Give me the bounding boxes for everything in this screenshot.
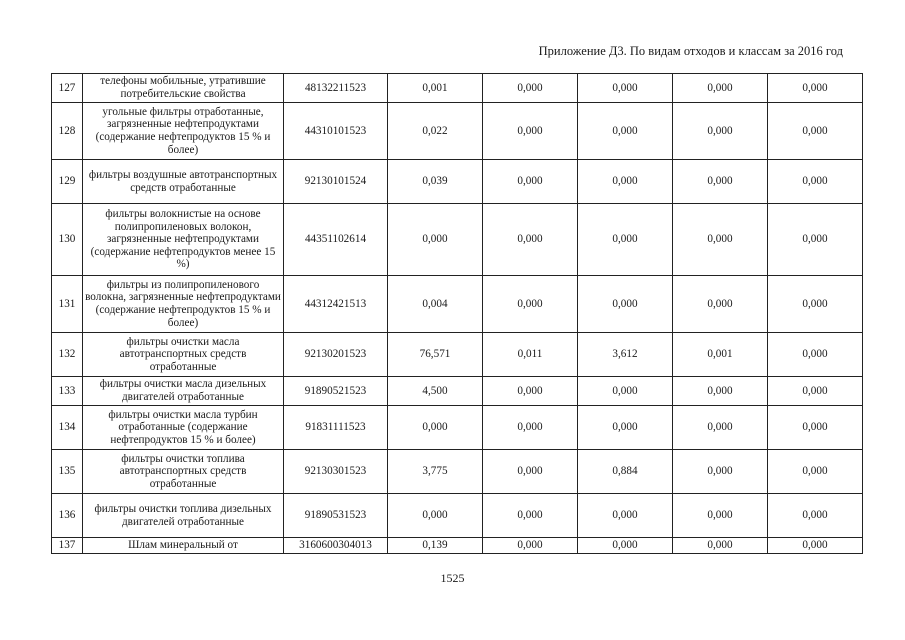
value-cell-1: 0,000 bbox=[388, 204, 483, 276]
value-cell-4: 0,001 bbox=[673, 333, 768, 377]
table-row bbox=[52, 538, 863, 554]
value-cell-2: 0,000 bbox=[483, 450, 578, 494]
value-cell-5: 0,000 bbox=[768, 74, 863, 103]
value-cell-4: 0,000 bbox=[673, 494, 768, 538]
value-cell-3: 0,000 bbox=[578, 103, 673, 160]
fkko-code: 91890531523 bbox=[284, 494, 388, 538]
value-cell-1: 0,022 bbox=[388, 103, 483, 160]
value-cell-3: 0,000 bbox=[578, 406, 673, 450]
fkko-code: 92130201523 bbox=[284, 333, 388, 377]
waste-name: фильтры очистки масла турбин отработанные (содержание нефтепродуктов 15 % и более) bbox=[83, 406, 284, 450]
row-number: 129 bbox=[52, 160, 83, 204]
value-cell-4: 0,000 bbox=[673, 276, 768, 333]
value-cell-1: 0,004 bbox=[388, 276, 483, 333]
fkko-code: 3160600304013 bbox=[284, 538, 388, 554]
value-cell-1: 4,500 bbox=[388, 377, 483, 406]
value-cell-1: 0,139 bbox=[388, 538, 483, 554]
value-cell-2: 0,000 bbox=[483, 494, 578, 538]
value-cell-4: 0,000 bbox=[673, 450, 768, 494]
table-row bbox=[52, 276, 863, 333]
value-cell-4: 0,000 bbox=[673, 377, 768, 406]
fkko-code: 92130301523 bbox=[284, 450, 388, 494]
row-number: 127 bbox=[52, 74, 83, 103]
table-row bbox=[52, 377, 863, 406]
value-cell-1: 0,000 bbox=[388, 494, 483, 538]
fkko-code: 44312421513 bbox=[284, 276, 388, 333]
table-row bbox=[52, 494, 863, 538]
waste-name: Шлам минеральный от bbox=[83, 538, 284, 554]
waste-name: фильтры очистки топлива дизельных двигателей отработанные bbox=[83, 494, 284, 538]
waste-name: фильтры волокнистые на основе полипропиленовых волокон, загрязненные нефтепродуктами (содержание нефтепродуктов менее 15 %) bbox=[83, 204, 284, 276]
row-number: 128 bbox=[52, 103, 83, 160]
row-number: 136 bbox=[52, 494, 83, 538]
row-number: 137 bbox=[52, 538, 83, 554]
value-cell-5: 0,000 bbox=[768, 103, 863, 160]
waste-table-body bbox=[52, 74, 863, 554]
value-cell-5: 0,000 bbox=[768, 333, 863, 377]
value-cell-5: 0,000 bbox=[768, 160, 863, 204]
value-cell-3: 0,000 bbox=[578, 494, 673, 538]
value-cell-1: 0,001 bbox=[388, 74, 483, 103]
waste-name: фильтры воздушные автотранспортных средств отработанные bbox=[83, 160, 284, 204]
fkko-code: 91831111523 bbox=[284, 406, 388, 450]
waste-name: угольные фильтры отработанные, загрязненные нефтепродуктами (содержание нефтепродуктов 15 % и более) bbox=[83, 103, 284, 160]
value-cell-5: 0,000 bbox=[768, 406, 863, 450]
value-cell-5: 0,000 bbox=[768, 204, 863, 276]
value-cell-2: 0,000 bbox=[483, 74, 578, 103]
value-cell-3: 3,612 bbox=[578, 333, 673, 377]
value-cell-5: 0,000 bbox=[768, 450, 863, 494]
value-cell-4: 0,000 bbox=[673, 74, 768, 103]
waste-name: телефоны мобильные, утратившие потребительские свойства bbox=[83, 74, 284, 103]
table-row bbox=[52, 406, 863, 450]
value-cell-3: 0,000 bbox=[578, 276, 673, 333]
value-cell-2: 0,011 bbox=[483, 333, 578, 377]
row-number: 134 bbox=[52, 406, 83, 450]
value-cell-2: 0,000 bbox=[483, 204, 578, 276]
value-cell-1: 3,775 bbox=[388, 450, 483, 494]
value-cell-5: 0,000 bbox=[768, 377, 863, 406]
value-cell-3: 0,000 bbox=[578, 204, 673, 276]
row-number: 133 bbox=[52, 377, 83, 406]
value-cell-4: 0,000 bbox=[673, 160, 768, 204]
value-cell-1: 76,571 bbox=[388, 333, 483, 377]
value-cell-2: 0,000 bbox=[483, 160, 578, 204]
value-cell-4: 0,000 bbox=[673, 538, 768, 554]
row-number: 131 bbox=[52, 276, 83, 333]
value-cell-3: 0,000 bbox=[578, 160, 673, 204]
value-cell-4: 0,000 bbox=[673, 406, 768, 450]
value-cell-5: 0,000 bbox=[768, 538, 863, 554]
value-cell-2: 0,000 bbox=[483, 276, 578, 333]
table-row bbox=[52, 204, 863, 276]
waste-name: фильтры очистки масла дизельных двигателей отработанные bbox=[83, 377, 284, 406]
waste-table-container bbox=[51, 73, 841, 554]
table-row bbox=[52, 103, 863, 160]
page-title: Приложение Д3. По видам отходов и классам за 2016 год bbox=[538, 44, 843, 58]
table-row bbox=[52, 74, 863, 103]
waste-name: фильтры из полипропиленового волокна, загрязненные нефтепродуктами (содержание нефтепродуктов 15 % и более) bbox=[83, 276, 284, 333]
value-cell-3: 0,000 bbox=[578, 377, 673, 406]
value-cell-1: 0,039 bbox=[388, 160, 483, 204]
waste-table bbox=[51, 73, 863, 554]
table-row bbox=[52, 333, 863, 377]
value-cell-3: 0,000 bbox=[578, 74, 673, 103]
fkko-code: 44310101523 bbox=[284, 103, 388, 160]
fkko-code: 92130101524 bbox=[284, 160, 388, 204]
value-cell-4: 0,000 bbox=[673, 204, 768, 276]
value-cell-3: 0,000 bbox=[578, 538, 673, 554]
waste-name: фильтры очистки топлива автотранспортных средств отработанные bbox=[83, 450, 284, 494]
fkko-code: 44351102614 bbox=[284, 204, 388, 276]
value-cell-2: 0,000 bbox=[483, 538, 578, 554]
fkko-code: 48132211523 bbox=[284, 74, 388, 103]
value-cell-5: 0,000 bbox=[768, 276, 863, 333]
value-cell-2: 0,000 bbox=[483, 406, 578, 450]
table-row bbox=[52, 160, 863, 204]
value-cell-2: 0,000 bbox=[483, 377, 578, 406]
table-row bbox=[52, 450, 863, 494]
value-cell-4: 0,000 bbox=[673, 103, 768, 160]
fkko-code: 91890521523 bbox=[284, 377, 388, 406]
row-number: 135 bbox=[52, 450, 83, 494]
value-cell-2: 0,000 bbox=[483, 103, 578, 160]
page-number: 1525 bbox=[440, 571, 465, 585]
value-cell-3: 0,884 bbox=[578, 450, 673, 494]
value-cell-5: 0,000 bbox=[768, 494, 863, 538]
row-number: 130 bbox=[52, 204, 83, 276]
value-cell-1: 0,000 bbox=[388, 406, 483, 450]
waste-name: фильтры очистки масла автотранспортных средств отработанные bbox=[83, 333, 284, 377]
row-number: 132 bbox=[52, 333, 83, 377]
